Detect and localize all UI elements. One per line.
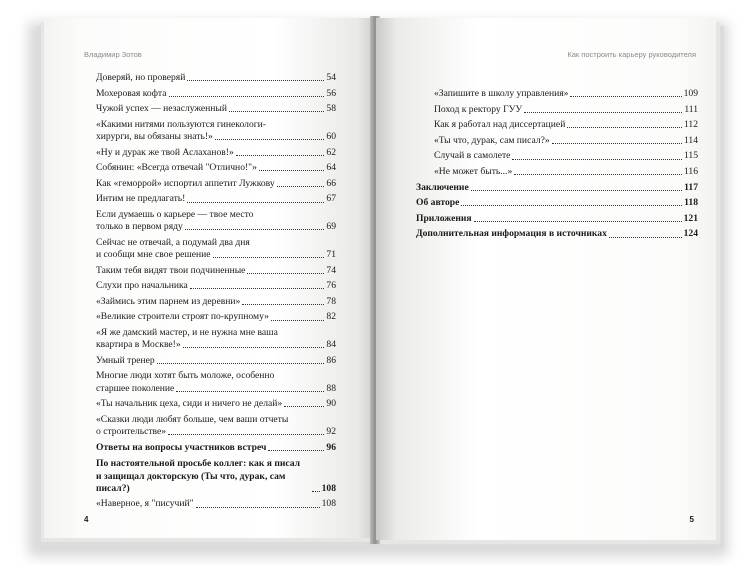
toc-entry-title: «Какими нитями пользуются гинекологи- — [96, 118, 267, 130]
toc-entry-title: Слухи про начальника — [96, 280, 188, 292]
toc-entry — [96, 237, 336, 261]
toc-page-number: 114 — [683, 134, 698, 146]
toc-entry-title: «Я же дамский мастер, и не нужна мне ваша — [96, 326, 278, 338]
dot-leader — [524, 112, 682, 113]
dot-leader — [609, 237, 682, 238]
toc-page-number: 82 — [326, 311, 336, 323]
toc-entry-title: «Ты что, дурак, сам писал?» — [434, 134, 550, 146]
dot-leader — [185, 229, 325, 230]
dot-leader — [552, 143, 682, 144]
toc-entry-title: Приложения — [416, 212, 472, 224]
toc-entry — [96, 498, 336, 510]
toc-entry — [416, 119, 698, 131]
dot-leader — [190, 288, 325, 289]
toc-entry-title: Доверяй, но проверяй — [96, 72, 186, 83]
left-folio: 4 — [84, 515, 89, 524]
toc-page-number: 108 — [321, 482, 336, 494]
right-toc — [416, 88, 698, 244]
toc-entry-title: Интим не предлагать! — [96, 193, 186, 205]
dot-leader — [471, 190, 682, 191]
toc-entry — [416, 182, 698, 194]
toc-entry — [96, 458, 336, 495]
toc-page-number: 124 — [683, 228, 698, 240]
dot-leader — [312, 491, 320, 492]
toc-entry — [96, 193, 336, 205]
toc-entry — [96, 311, 336, 323]
toc-page-number: 71 — [326, 248, 336, 260]
toc-page-number: 64 — [326, 162, 336, 174]
dot-leader — [259, 170, 325, 171]
toc-page-number: 118 — [684, 197, 698, 209]
toc-page-number: 78 — [326, 295, 336, 307]
toc-entry — [416, 228, 698, 240]
toc-entry-title: Таким тебя видят твои подчиненные — [96, 264, 246, 276]
toc-entry-title: «Сказки люди любят больше, чем ваши отчеты — [96, 413, 289, 425]
toc-page-number: 121 — [683, 212, 698, 224]
dot-leader — [169, 96, 325, 97]
toc-page-number: 115 — [683, 150, 698, 162]
toc-entry-title: Если думаешь о карьере — твое место — [96, 208, 254, 220]
toc-entry-title: Сейчас не отвечай, а подумай два дня — [96, 236, 250, 248]
toc-entry-title: Случай в самолете — [434, 150, 511, 162]
dot-leader — [277, 186, 325, 187]
toc-entry-title: Об авторе — [416, 197, 460, 209]
dot-leader — [183, 347, 325, 348]
toc-entry-title: Мохеровая кофта — [96, 87, 167, 99]
toc-entry-title: Чужой успех — незаслуженный — [96, 103, 228, 115]
toc-entry — [96, 88, 336, 100]
toc-page-number: 54 — [326, 72, 336, 83]
dot-leader — [176, 391, 324, 392]
toc-entry — [96, 370, 336, 394]
toc-page-number: 108 — [321, 498, 336, 510]
toc-entry — [96, 72, 336, 84]
toc-entry — [416, 88, 698, 100]
dot-leader — [236, 155, 325, 156]
toc-entry — [416, 166, 698, 178]
dot-leader — [213, 257, 325, 258]
toc-page-number: 60 — [326, 130, 336, 142]
dot-leader — [247, 273, 324, 274]
toc-page-number: 90 — [326, 398, 336, 410]
dot-leader — [461, 205, 682, 206]
toc-entry — [416, 104, 698, 116]
toc-page-number: 62 — [326, 146, 336, 158]
toc-entry-title: старшее поколение — [96, 382, 175, 394]
toc-entry-title: только в первом ряду — [96, 221, 183, 233]
toc-entry-title: и сообщи мне свое решение — [96, 248, 211, 260]
dot-leader — [168, 434, 324, 435]
toc-entry — [96, 327, 336, 351]
toc-entry-title: «Запишите в школу управления» — [434, 88, 569, 99]
toc-entry-title: Поход к ректору ГУУ — [434, 103, 523, 115]
dot-leader — [187, 202, 324, 203]
toc-entry — [96, 398, 336, 410]
toc-page-number: 66 — [326, 177, 336, 189]
right-page — [376, 18, 716, 540]
toc-page-number: 88 — [326, 382, 336, 394]
toc-page-number: 112 — [683, 119, 698, 131]
dot-leader — [512, 159, 682, 160]
toc-entry-title: Многие люди хотят быть моложе, особенно — [96, 370, 275, 382]
toc-entry-title: «Великие строители строят по-крупному» — [96, 311, 269, 323]
dot-leader — [157, 363, 325, 364]
toc-entry-title: «Ну и дурак же твой Аслаханов!» — [96, 146, 234, 158]
toc-entry — [96, 265, 336, 277]
toc-page-number: 56 — [326, 87, 336, 99]
toc-entry-title: «Наверное, я "писучий" — [96, 498, 194, 510]
toc-page-number: 111 — [684, 103, 698, 115]
right-running-head: Как построить карьеру руководителя — [567, 50, 696, 59]
toc-entry-title: квартира в Москве!» — [96, 339, 181, 351]
right-folio: 5 — [689, 515, 694, 524]
toc-page-number: 109 — [683, 88, 698, 99]
dot-leader — [474, 221, 682, 222]
toc-entry — [96, 119, 336, 143]
dot-leader — [570, 96, 681, 97]
dot-leader — [514, 174, 682, 175]
toc-entry — [96, 414, 336, 438]
dot-leader — [271, 320, 324, 321]
toc-page-number: 86 — [326, 354, 336, 366]
dot-leader — [229, 111, 324, 112]
toc-entry-title: «Не может быть...» — [434, 165, 513, 177]
toc-entry — [96, 178, 336, 190]
toc-entry-title: Заключение — [416, 181, 469, 193]
toc-page-number: 74 — [326, 264, 336, 276]
left-running-head: Владимир Зотов — [84, 50, 142, 59]
toc-entry — [416, 197, 698, 209]
toc-entry-title: «Займись этим парнем из деревни» — [96, 295, 241, 307]
toc-page-number: 58 — [326, 103, 336, 115]
toc-page-number: 84 — [326, 339, 336, 351]
toc-entry — [96, 355, 336, 367]
toc-entry-title: Собянин: «Всегда отвечай "Отлично!"» — [96, 162, 257, 174]
toc-page-number: 92 — [326, 425, 336, 437]
dot-leader — [284, 406, 324, 407]
toc-entry — [96, 162, 336, 174]
dot-leader — [567, 127, 682, 128]
dot-leader — [196, 507, 320, 508]
toc-entry-title: По настоятельной просьбе коллег: как я писал — [96, 458, 301, 470]
toc-entry — [96, 209, 336, 233]
toc-entry-title: хирурги, вы обязаны знать!» — [96, 130, 213, 142]
toc-entry-title: «Ты начальник цеха, сиди и ничего не делай» — [96, 398, 283, 410]
toc-entry-title: Ответы на вопросы участников встреч — [96, 442, 267, 454]
toc-entry-title: и защищал докторскую (Ты что, дурак, сам писал?) — [96, 470, 286, 494]
toc-page-number: 116 — [683, 165, 698, 177]
toc-entry — [96, 147, 336, 159]
toc-entry-title: о строительстве» — [96, 425, 167, 437]
toc-page-number: 76 — [326, 280, 336, 292]
toc-entry-title: Как я работал над диссертацией — [434, 119, 566, 131]
dot-leader — [187, 80, 324, 81]
toc-entry — [96, 103, 336, 115]
dot-leader — [215, 139, 325, 140]
toc-entry — [416, 150, 698, 162]
toc-page-number: 117 — [684, 181, 698, 193]
dot-leader — [268, 450, 324, 451]
dot-leader — [242, 304, 324, 305]
toc-page-number: 67 — [326, 193, 336, 205]
toc-entry — [96, 296, 336, 308]
left-page — [44, 18, 374, 538]
toc-entry — [96, 280, 336, 292]
toc-entry-title: Дополнительная информация в источниках — [416, 228, 607, 240]
toc-entry — [416, 135, 698, 147]
toc-entry — [96, 442, 336, 454]
toc-page-number: 69 — [326, 221, 336, 233]
toc-entry-title: Как «геморрой» испортил аппетит Лужкову — [96, 177, 275, 189]
toc-entry-title: Умный тренер — [96, 354, 155, 366]
toc-entry — [416, 213, 698, 225]
toc-page-number: 96 — [326, 442, 336, 454]
left-toc — [96, 72, 336, 514]
